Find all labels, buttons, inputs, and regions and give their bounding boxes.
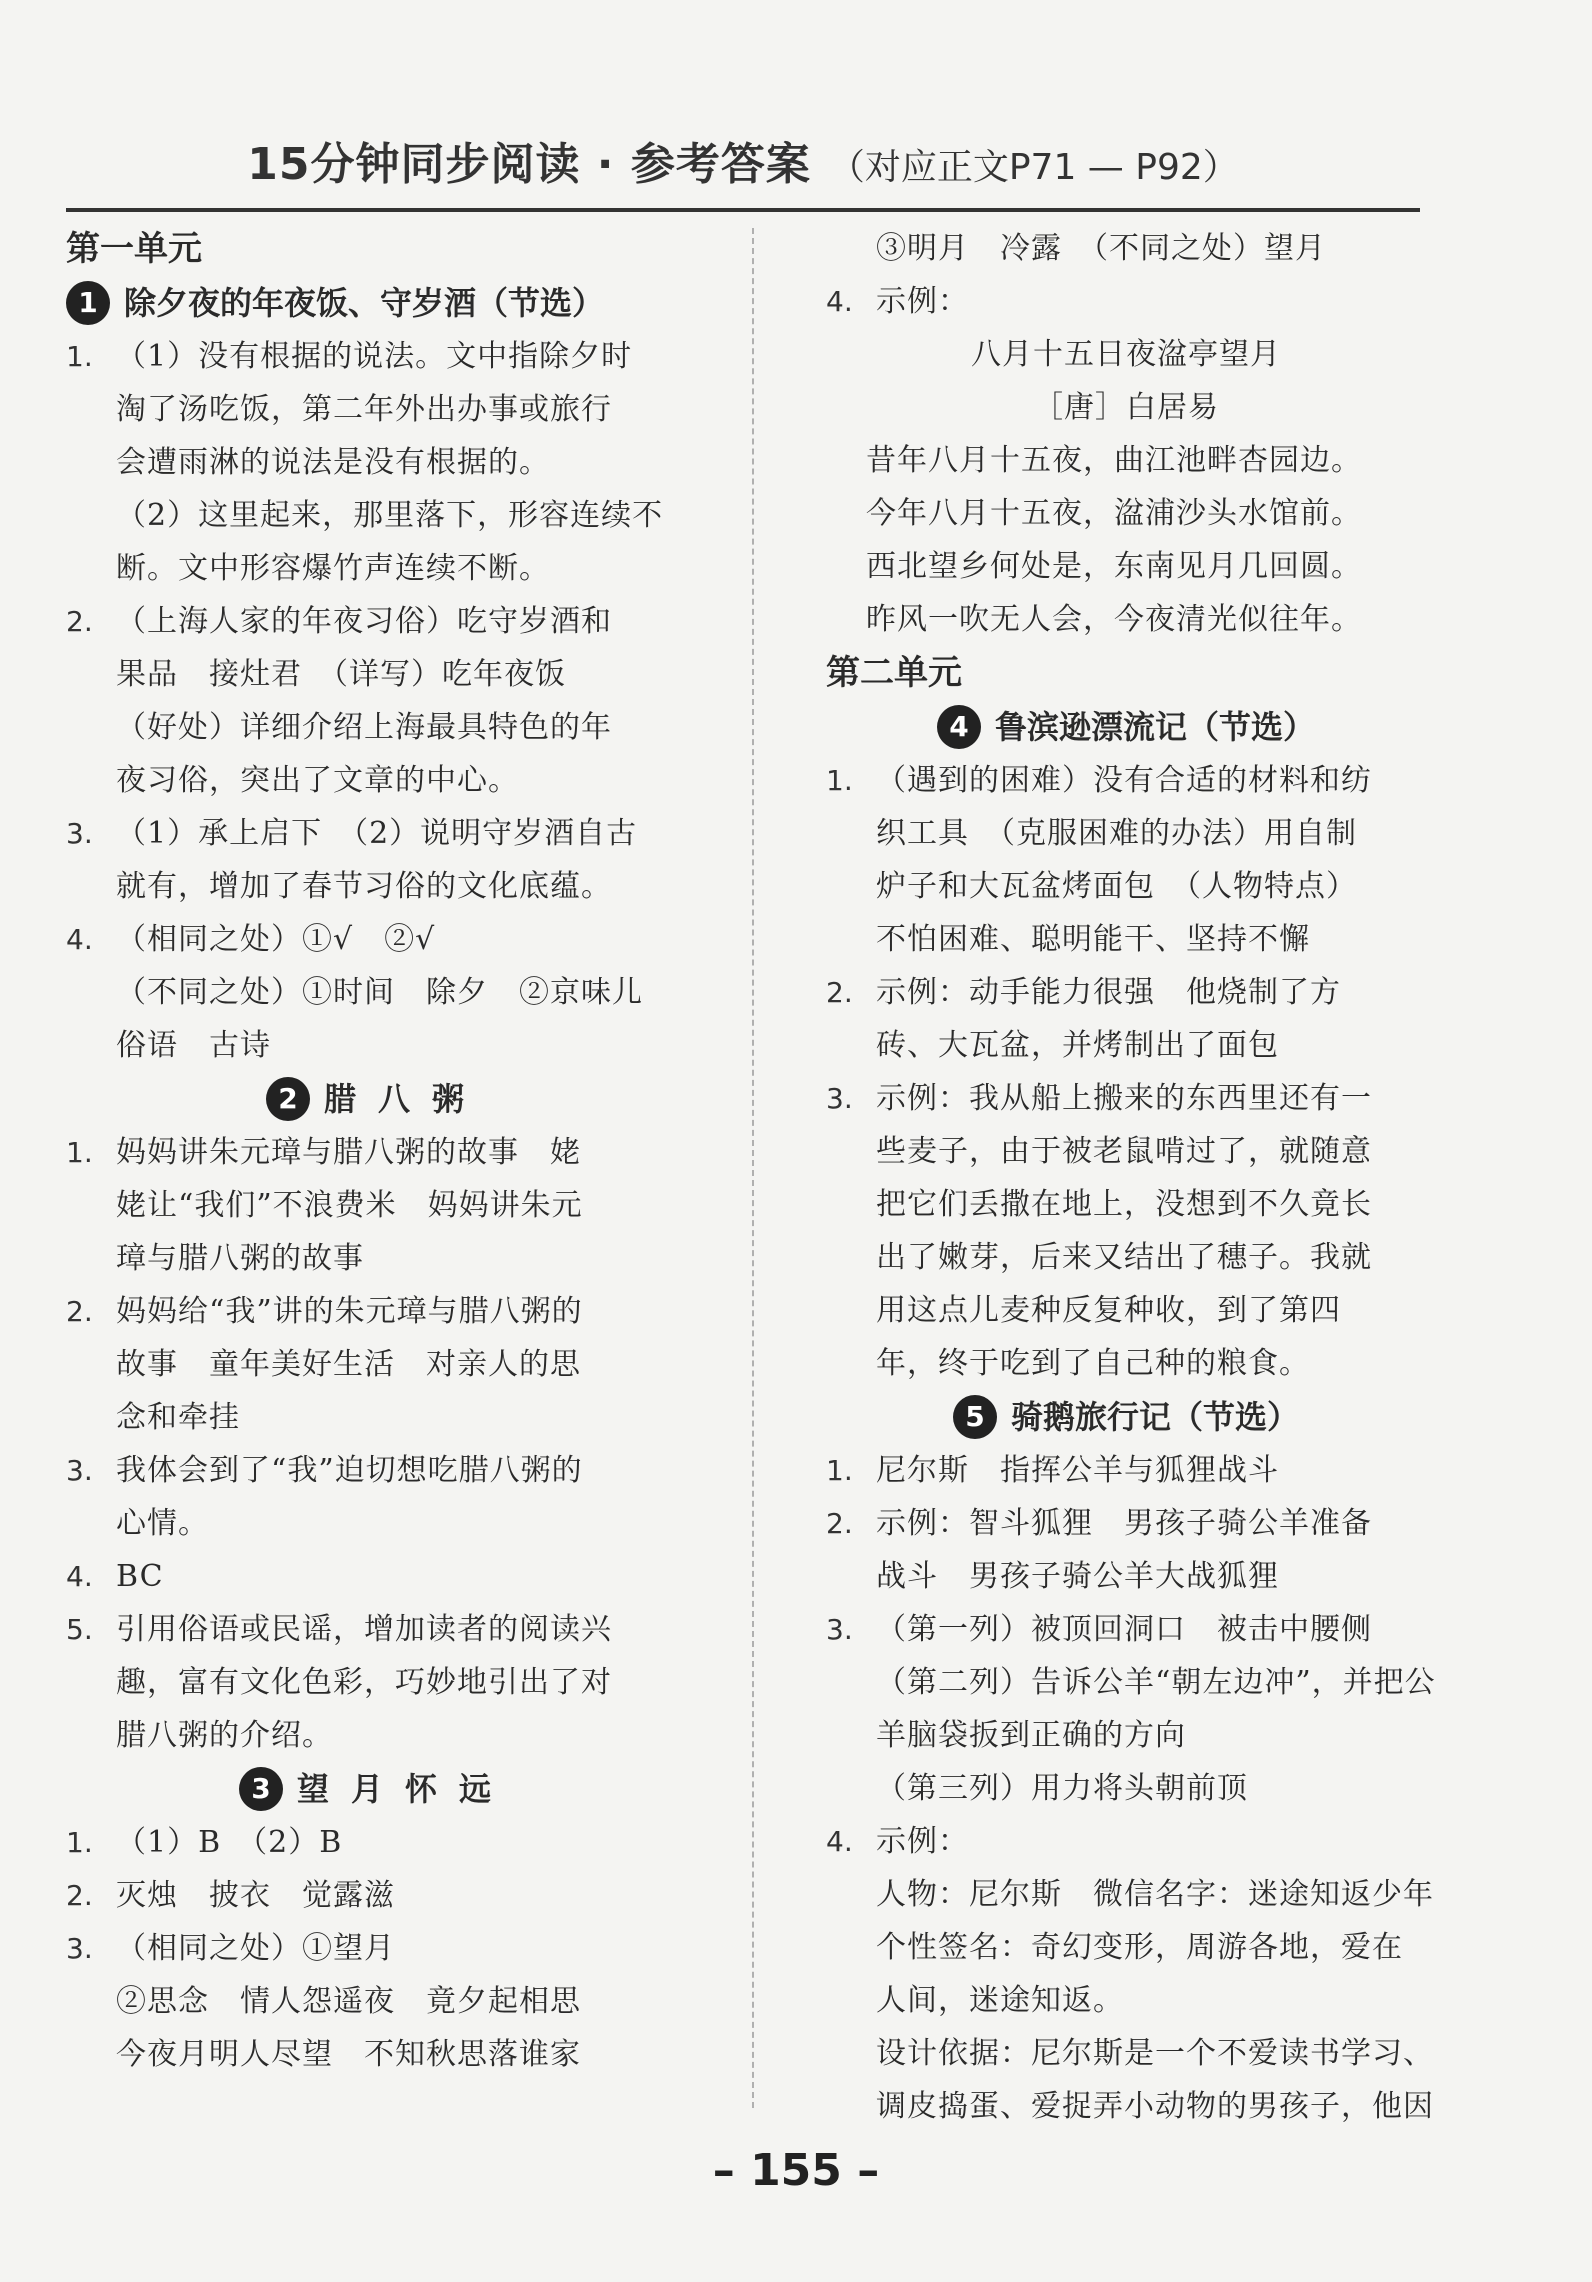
section-title: 望月怀远 [296,1770,513,1808]
answer-line: 引用俗语或民谣，增加读者的阅读兴 [116,1612,612,1647]
continued-answer [826,222,1426,275]
item-number: 2. [66,605,93,638]
answer-line: 调皮捣蛋、爱捉弄小动物的男孩子，他因 [876,2089,1434,2124]
answer-item [826,1444,1426,1497]
example-poem [826,328,1426,646]
answer-list [826,1444,1436,2133]
unit-heading-2: 第二单元 [826,653,962,693]
item-number: 3. [826,1613,853,1646]
poem-line: 西北望乡何处是，东南见月几回圆。 [866,549,1362,584]
answer-item [826,1815,1434,2133]
section-number-badge: 5 [953,1395,997,1439]
answer-item [66,1869,686,1922]
answer-line: （第一列）被顶回洞口 被击中腰侧 [876,1612,1372,1647]
answer-line: 用这点儿麦种反复种收，到了第四 [876,1293,1341,1328]
item-number: 3. [826,1082,853,1115]
answer-item [66,1126,686,1285]
right-column [826,222,1436,2133]
poem-line: 今年八月十五夜，湓浦沙头水馆前。 [866,496,1362,531]
answer-line: 示例：我从船上搬来的东西里还有一 [876,1081,1372,1116]
answer-line: ②思念 情人怨遥夜 竟夕起相思 [116,1984,581,2019]
section-number-badge: 2 [266,1077,310,1121]
answer-item [826,1072,1426,1390]
answer-line: （不同之处）①时间 除夕 ②京味儿 [116,975,643,1010]
answer-line: （相同之处）①√ ②√ [116,922,436,957]
answer-list [66,1816,686,2081]
answer-list [66,330,686,1072]
answer-line: （2）这里起来，那里落下，形容连续不 [116,498,664,533]
item-number: 5. [66,1613,93,1646]
item-number: 1. [66,1826,93,1859]
answer-line: （相同之处）①望月 [116,1931,395,1966]
answer-item [826,275,1426,328]
section-heading-2 [66,1072,686,1126]
answer-line: （1）没有根据的说法。文中指除夕时 [116,339,633,374]
item-number: 3. [66,817,93,850]
answer-line: 把它们丢撒在地上，没想到不久竟长 [876,1187,1372,1222]
answer-line: （第二列）告诉公羊“朝左边冲”，并把公 [876,1665,1436,1700]
item-number: 4. [66,1560,93,1593]
answer-line: 果品 接灶君 （详写）吃年夜饭 [116,657,566,692]
section-heading-1 [66,276,686,330]
section-number-badge: 1 [66,281,110,325]
answer-line: 妈妈讲朱元璋与腊八粥的故事 姥 [116,1135,581,1170]
section-heading-4 [826,700,1426,754]
answer-line: 些麦子，由于被老鼠啃过了，就随意 [876,1134,1372,1169]
page-subtitle: （对应正文P71 — P92） [828,147,1239,188]
answer-line: 姥让“我们”不浪费米 妈妈讲朱元 [116,1188,583,1223]
answer-item [826,966,1426,1072]
answer-line: 今夜月明人尽望 不知秋思落谁家 [116,2037,581,2072]
item-number: 1. [826,1454,853,1487]
answer-line: 念和牵挂 [116,1400,240,1435]
answer-line: 淘了汤吃饭，第二年外出办事或旅行 [116,392,612,427]
section-number-badge: 4 [937,705,981,749]
answer-line: 砖、大瓦盆，并烤制出了面包 [876,1028,1279,1063]
answer-line: 故事 童年美好生活 对亲人的思 [116,1347,581,1382]
answer-line: 不怕困难、聪明能干、坚持不懈 [876,922,1310,957]
answer-line: 我体会到了“我”迫切想吃腊八粥的 [116,1453,583,1488]
answer-line: 示例： [876,1824,969,1859]
column-divider [752,228,754,2108]
unit-heading-1: 第一单元 [66,229,202,269]
answer-line: （第三列）用力将头朝前顶 [876,1771,1248,1806]
answer-line: 人物：尼尔斯 微信名字：迷途知返少年 [876,1877,1434,1912]
answer-line: 炉子和大瓦盆烤面包 （人物特点） [876,869,1357,904]
answer-line: （好处）详细介绍上海最具特色的年 [116,710,612,745]
answer-item [66,330,686,595]
item-number: 2. [826,976,853,1009]
poem-author: ［唐］白居易 [1033,390,1219,425]
answer-item [66,1603,686,1762]
answer-item [66,1816,686,1869]
answer-line: 断。文中形容爆竹声连续不断。 [116,551,550,586]
answer-line: 会遭雨淋的说法是没有根据的。 [116,445,550,480]
answer-list [826,754,1426,1390]
item-number: 3. [66,1454,93,1487]
section-number-badge: 3 [239,1767,283,1811]
item-number: 4. [826,1825,853,1858]
answer-line: 设计依据：尼尔斯是一个不爱读书学习、 [876,2036,1434,2071]
answer-item [826,1603,1436,1815]
answer-list [66,1126,686,1762]
answer-item [66,595,686,807]
item-number: 4. [826,285,853,318]
answer-line: 妈妈给“我”讲的朱元璋与腊八粥的 [116,1294,583,1329]
answer-item [66,1285,686,1444]
item-number: 1. [66,340,93,373]
poem-line: 昨风一吹无人会，今夜清光似往年。 [866,602,1362,637]
answer-item [826,754,1426,966]
page-header [66,128,1420,212]
answer-line: 出了嫩芽，后来又结出了穗子。我就 [876,1240,1372,1275]
answer-line: 腊八粥的介绍。 [116,1718,333,1753]
answer-line: 示例： [876,284,969,319]
item-number: 2. [826,1507,853,1540]
section-heading-5 [826,1390,1426,1444]
poem-line: 昔年八月十五夜，曲江池畔杏园边。 [866,443,1362,478]
answer-item [66,1922,686,2081]
answer-line: BC [116,1559,164,1594]
answer-line: （上海人家的年夜习俗）吃守岁酒和 [116,604,612,639]
answer-line: 夜习俗，突出了文章的中心。 [116,763,519,798]
answer-line: 趣，富有文化色彩，巧妙地引出了对 [116,1665,612,1700]
answer-line: 织工具 （克服困难的办法）用自制 [876,816,1357,851]
section-title: 腊八粥 [323,1080,486,1118]
answer-line: 示例：智斗狐狸 男孩子骑公羊准备 [876,1506,1372,1541]
answer-item [826,1497,1426,1603]
item-number: 2. [66,1879,93,1912]
section-title: 除夕夜的年夜饭、守岁酒（节选） [124,284,605,322]
poem-title: 八月十五日夜湓亭望月 [971,337,1281,372]
left-column [66,222,686,2081]
answer-item [66,1444,686,1550]
answer-item [66,913,686,1072]
page-number: – 155 – [712,2145,880,2196]
item-number: 1. [826,764,853,797]
answer-line: 人间，迷途知返。 [876,1983,1124,2018]
item-number: 1. [66,1136,93,1169]
answer-line: 就有，增加了春节习俗的文化底蕴。 [116,869,612,904]
item-number: 3. [66,1932,93,1965]
item-number: 4. [66,923,93,956]
item-number: 2. [66,1295,93,1328]
answer-line: 羊脑袋扳到正确的方向 [876,1718,1186,1753]
answer-line: （1）承上启下 （2）说明守岁酒自古 [116,816,638,851]
answer-line: 俗语 古诗 [116,1028,271,1063]
answer-line: 璋与腊八粥的故事 [116,1241,364,1276]
section-title: 鲁滨逊漂流记（节选） [994,708,1315,746]
section-title: 骑鹅旅行记（节选） [1010,1398,1299,1436]
answer-line: 年，终于吃到了自己种的粮食。 [876,1346,1310,1381]
answer-line: 个性签名：奇幻变形，周游各地，爱在 [876,1930,1403,1965]
answer-line: （1）B （2）B [116,1825,343,1860]
answer-line: 灭烛 披衣 觉露滋 [116,1878,395,1913]
answer-item [66,1550,686,1603]
page-title: 15分钟同步阅读 · 参考答案 [247,139,811,190]
answer-line: 心情。 [116,1506,209,1541]
section-heading-3 [66,1762,686,1816]
answer-line: 战斗 男孩子骑公羊大战狐狸 [876,1559,1279,1594]
answer-item [66,807,686,913]
answer-line: 示例：动手能力很强 他烧制了方 [876,975,1341,1010]
answer-line: （遇到的困难）没有合适的材料和纺 [876,763,1372,798]
answer-line: ③明月 冷露 （不同之处）望月 [876,231,1326,266]
answer-line: 尼尔斯 指挥公羊与狐狸战斗 [876,1453,1279,1488]
